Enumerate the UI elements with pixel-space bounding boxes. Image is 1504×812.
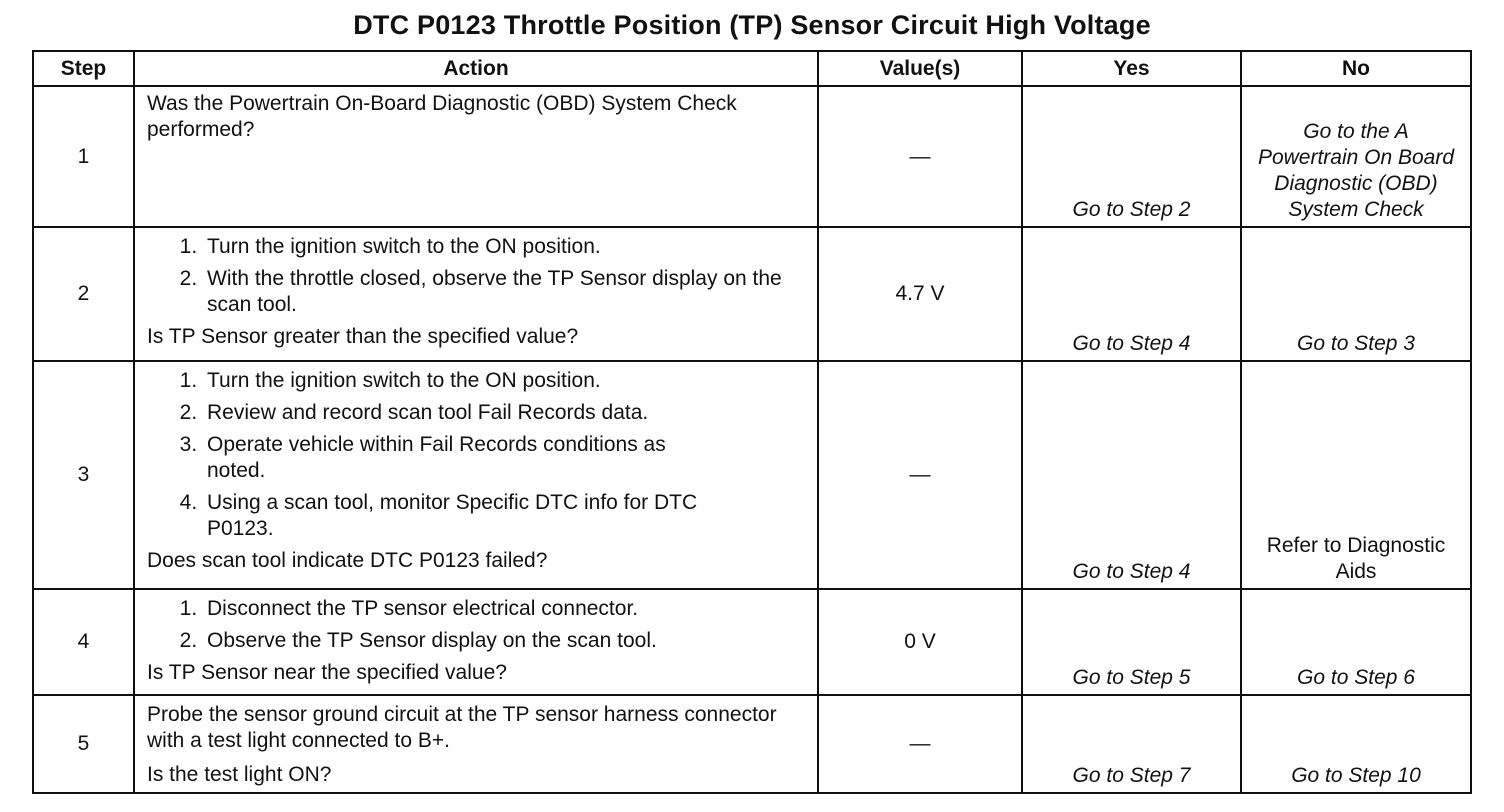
no-cell [1241, 361, 1471, 589]
value-cell: — [818, 695, 1022, 793]
substep-item: 1. Turn the ignition switch to the ON position. [203, 368, 807, 394]
table-row [33, 695, 1471, 793]
action-question: Is the test light ON? [147, 763, 332, 786]
substep-item: 1. Disconnect the TP sensor electrical connector. [203, 596, 807, 622]
substep-item: 2. Observe the TP Sensor display on the scan tool. [203, 628, 807, 654]
header-step: Step [33, 51, 134, 86]
table-row [33, 86, 1471, 227]
action-text: Was the Powertrain On-Board Diagnostic (OBD) System Check performed? [147, 92, 737, 141]
substep-item: 1. Turn the ignition switch to the ON position. [203, 234, 807, 260]
value-cell: — [818, 361, 1022, 589]
value-cell: 4.7 V [818, 227, 1022, 361]
no-cell: Go to Step 10 [1241, 695, 1471, 793]
substep-list [147, 596, 807, 654]
yes-cell: Go to Step 5 [1022, 589, 1241, 695]
table-row [33, 589, 1471, 695]
action-question: Is TP Sensor near the specified value? [147, 661, 507, 684]
yes-cell: Go to Step 2 [1022, 86, 1241, 227]
substep-item: 2. With the throttle closed, observe the TP Sensor display on the scan tool. [203, 266, 807, 318]
action-question: Is TP Sensor greater than the specified value? [147, 325, 579, 348]
step-number: 4 [33, 589, 134, 695]
no-refer-text: Refer to Diagnostic Aids [1266, 534, 1446, 583]
yes-cell: Go to Step 7 [1022, 695, 1241, 793]
yes-cell: Go to Step 4 [1022, 227, 1241, 361]
action-cell [134, 589, 818, 695]
diagnostic-table [32, 50, 1472, 794]
substep-item: 4. Using a scan tool, monitor Specific DTC info for DTC P0123. [203, 490, 807, 542]
action-text: Probe the sensor ground circuit at the TP sensor harness connector with a test light connected to B+. [147, 703, 777, 752]
step-number: 5 [33, 695, 134, 793]
action-question: Does scan tool indicate DTC P0123 failed? [147, 549, 548, 572]
header-action: Action [134, 51, 818, 86]
no-cell: Go to Step 6 [1241, 589, 1471, 695]
action-cell [134, 86, 818, 227]
substep-item: 2. Review and record scan tool Fail Records data. [203, 400, 807, 426]
action-cell [134, 695, 818, 793]
step-number: 3 [33, 361, 134, 589]
substep-list [147, 368, 807, 542]
action-cell [134, 361, 818, 589]
table-row [33, 361, 1471, 589]
table-row [33, 227, 1471, 361]
action-cell [134, 227, 818, 361]
value-cell: — [818, 86, 1022, 227]
yes-cell: Go to Step 4 [1022, 361, 1241, 589]
header-yes: Yes [1022, 51, 1241, 86]
no-cell: Go to Step 3 [1241, 227, 1471, 361]
substep-list [147, 234, 807, 318]
document-title: DTC P0123 Throttle Position (TP) Sensor Circuit High Voltage [353, 10, 1151, 40]
substep-item: 3. Operate vehicle within Fail Records conditions as noted. [203, 432, 807, 484]
header-values: Value(s) [818, 51, 1022, 86]
step-number: 2 [33, 227, 134, 361]
step-number: 1 [33, 86, 134, 227]
table-header-row [33, 51, 1471, 86]
value-cell: 0 V [818, 589, 1022, 695]
no-cell: Go to the A Powertrain On Board Diagnostic (OBD) System Check [1241, 86, 1471, 227]
header-no: No [1241, 51, 1471, 86]
